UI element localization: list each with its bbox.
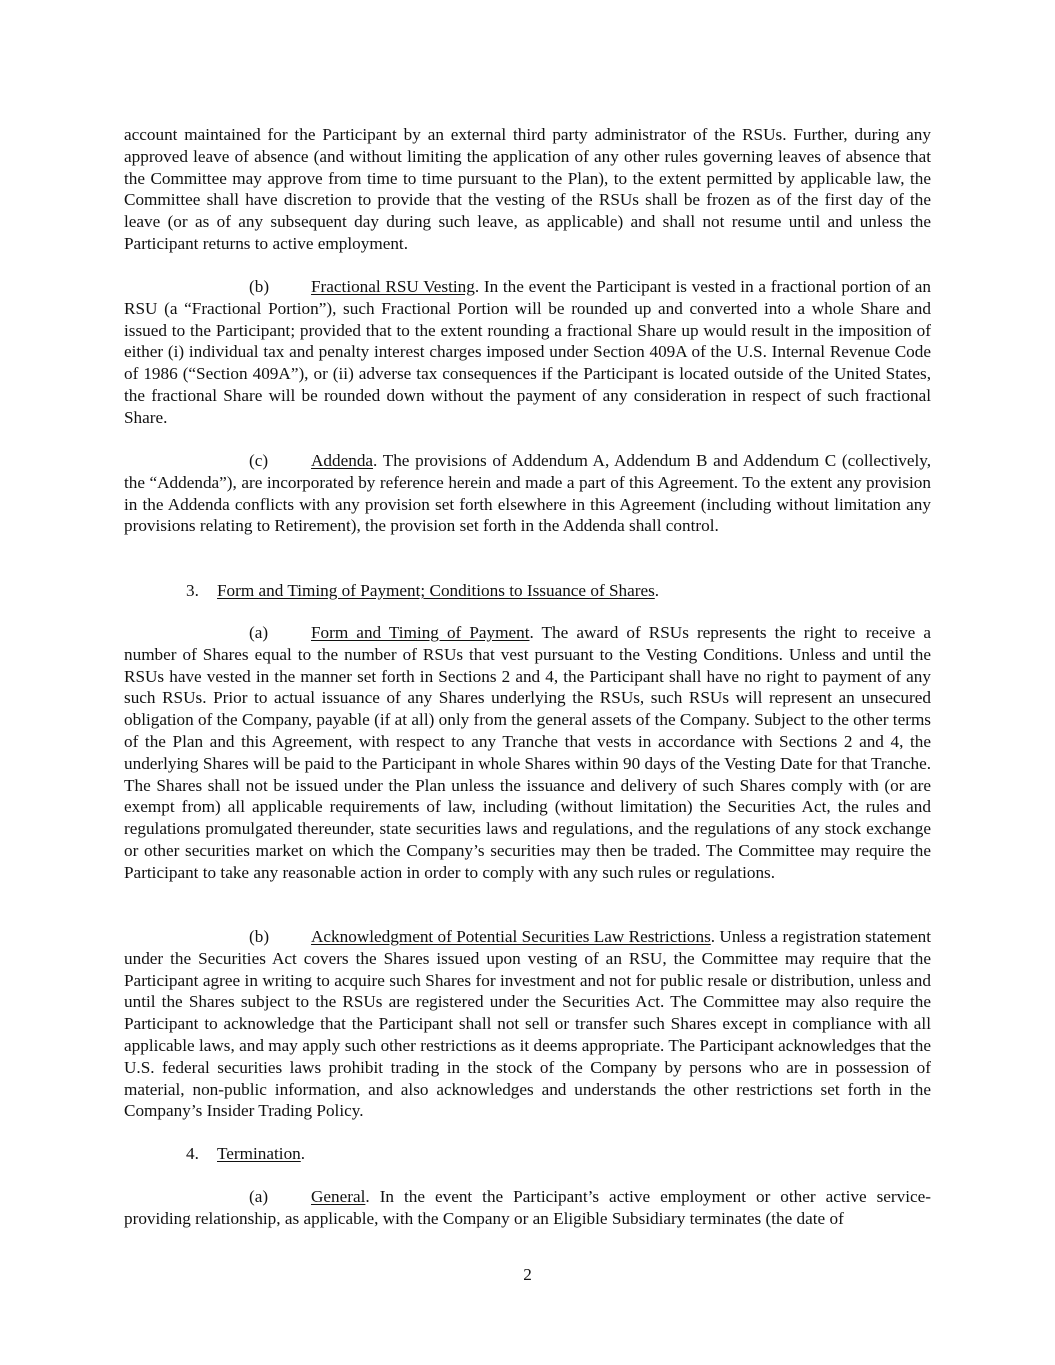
section-3-heading	[186, 580, 659, 602]
section-3b-securities-restrictions	[124, 926, 931, 1122]
section-2c-addenda	[124, 450, 931, 537]
section-3a-title: Form and Timing of Payment	[311, 623, 530, 642]
section-4a-general	[124, 1186, 931, 1230]
section-3b-title: Acknowledgment of Potential Securities Law Restrictions	[311, 927, 711, 946]
section-4-trail: .	[300, 1144, 306, 1163]
section-2b-body: . In the event the Participant is vested in a fractional portion of an RSU (a “Fractional Portion”), such Fractional Portion will be rounded up and converted into a whole Share and issued to the Participant; provided that to the extent rounding a fractional Share up would result in the imposition of either (i) individual tax and penalty interest charges imposed under Section 409A of the U.S. Internal Revenue Code of 1986 (“Section 409A”), or (ii) adverse tax consequences if the Participant is located outside of the United States, the fractional Share will be rounded down without the payment of any consideration in respect of such fractional Share.	[124, 277, 931, 427]
section-2b-title: Fractional RSU Vesting	[311, 277, 475, 296]
section-4-number: 4.	[186, 1144, 199, 1163]
section-3-number: 3.	[186, 581, 199, 600]
section-4-title: Termination	[217, 1144, 301, 1163]
section-3a-form-and-timing	[124, 622, 931, 884]
section-3a-body: . The award of RSUs represents the right to receive a number of Shares equal to the number of RSUs that vest pursuant to the Vesting Conditions. Unless and until the RSUs have vested in the manner set forth in Sections 2 and 4, the Participant shall have no right to payment of any such RSUs. Prior to actual issuance of any Shares underlying the RSUs, such RSUs will represent an unsecured obligation of the Company, payable (if at all) only from the general assets of the Company. Subject to the other terms of the Plan and this Agreement, with respect to any Tranche that vests in accordance with Sections 2 and 4, the underlying Shares will be paid to the Participant in whole Shares within 90 days of the Vesting Date for that Tranche. The Shares shall not be issued under the Plan unless the issuance and delivery of such Shares comply with (or are exempt from) all applicable requirements of law, including (without limitation) the Securities Act, the rules and regulations promulgated thereunder, state securities laws and regulations, and the regulations of any stock exchange or other securities market on which the Company’s securities may then be traded. The Committee may require the Participant to take any reasonable action in order to comply with any such rules or regulations.	[124, 623, 932, 882]
section-2c-body: . The provisions of Addendum A, Addendum B and Addendum C (collectively, the “Addenda”), are incorporated by reference herein and made a part of this Agreement. To the extent any provision in the Addenda conflicts with any provision set forth elsewhere in this Agreement (including without limitation any provisions relating to Retirement), the provision set forth in the Addenda shall control.	[124, 451, 931, 536]
section-3-title: Form and Timing of Payment; Conditions to Issuance of Shares	[217, 581, 655, 600]
page-number: 2	[523, 1265, 532, 1284]
section-2c-label: (c)	[249, 451, 269, 470]
paragraph-leave-of-absence: account maintained for the Participant by an external third party administrator of the RSUs. Further, during any approved leave of absence (and without limiting the application of any other rules governing leaves of absence that the Committee may approve from time to time pursuant to the Plan), to the extent permitted by applicable law, the Committee shall have discretion to provide that the vesting of the RSUs shall be frozen as of the first day of the leave (or as of any subsequent day during such leave, as applicable) and shall not resume until and unless the Participant returns to active employment.	[124, 125, 931, 253]
section-4a-label: (a)	[249, 1187, 269, 1206]
section-4a-body: . In the event the Participant’s active employment or other active service-providing relationship, as applicable, with the Company or an Eligible Subsidiary terminates (the date of	[124, 1187, 931, 1228]
section-4-heading	[186, 1143, 305, 1165]
section-2b-fractional-rsu-vesting	[124, 276, 931, 429]
section-4a-title: General	[311, 1187, 366, 1206]
section-3a-label: (a)	[249, 623, 269, 642]
section-2b-label: (b)	[249, 277, 270, 296]
section-2c-title: Addenda	[311, 451, 374, 470]
section-3-trail: .	[654, 581, 660, 600]
section-3b-body: . Unless a registration statement under the Securities Act covers the Shares issued upon vesting of an RSU, the Committee may require that the Participant agree in writing to acquire such Shares for investment and not for public resale or distribution, unless and until the Shares subject to the RSUs are registered under the Securities Act. The Committee may also require the Participant to acknowledge that the Participant shall not sell or transfer such Shares except in compliance with all applicable laws, and may apply such other restrictions as it deems appropriate. The Participant acknowledges that the U.S. federal securities laws prohibit trading in the stock of the Company by persons who are in possession of material, non-public information, and also acknowledges and understands the other restrictions set forth in the Company’s Insider Trading Policy.	[124, 927, 931, 1121]
section-3b-label: (b)	[249, 927, 270, 946]
